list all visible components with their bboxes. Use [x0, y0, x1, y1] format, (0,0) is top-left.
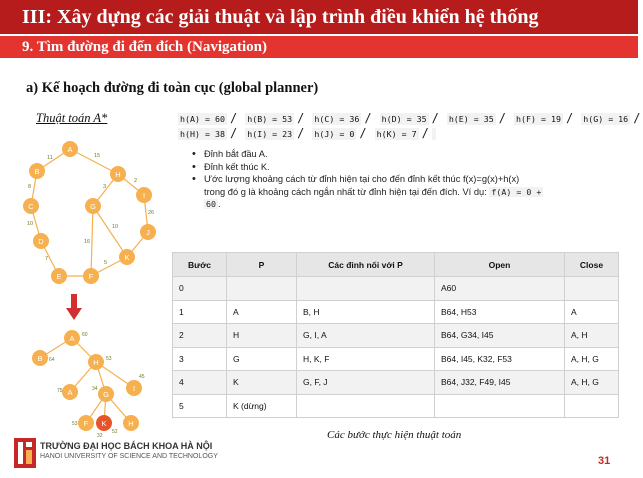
- down-arrow-icon: [66, 294, 82, 320]
- edge-weight: 11: [47, 155, 53, 161]
- graph-node-label: C: [28, 202, 34, 211]
- table-cell: G, F, J: [297, 371, 435, 395]
- graph-node-label: F: [88, 272, 94, 281]
- edge-weight: 10: [27, 221, 34, 227]
- graph-node-label: J: [146, 228, 150, 237]
- tree-value: 52: [112, 429, 118, 435]
- table-header-cell: Close: [565, 253, 619, 277]
- inline-code: f(A) = 0 +: [491, 186, 542, 197]
- edge-weight: 3: [103, 184, 107, 190]
- table-cell: A: [565, 300, 619, 324]
- tree-node-label: I: [132, 384, 136, 393]
- heuristic-value: h(J) = 0: [314, 129, 355, 139]
- graph-node-label: D: [38, 237, 44, 246]
- table-cell: H: [227, 324, 297, 348]
- table-row: [173, 300, 619, 324]
- tree-value: 45: [139, 374, 145, 380]
- table-row: [173, 324, 619, 348]
- tree-node-label: H: [128, 419, 134, 428]
- university-logo-icon: [14, 438, 36, 468]
- table-cell: H, K, F: [297, 347, 435, 371]
- tree-node-label: F: [83, 419, 89, 428]
- edge-weight: 2: [134, 178, 138, 184]
- table-cell: G, I, A: [297, 324, 435, 348]
- heuristic-value: h(D) = 35: [381, 114, 427, 124]
- section-title: a) Kế hoạch đường đi toàn cục (global planner): [26, 80, 319, 96]
- table-cell: 5: [173, 394, 227, 418]
- tree-node-label: A: [69, 334, 75, 343]
- table-row: [173, 347, 619, 371]
- table-row: [173, 277, 619, 301]
- heuristic-value: h(K) = 7: [376, 129, 417, 139]
- tree-value: 53: [72, 421, 78, 427]
- tree-node-label: B: [37, 354, 43, 363]
- table-cell: G: [227, 347, 297, 371]
- table-cell: A, H, G: [565, 347, 619, 371]
- subheader-title: 9. Tìm đường đi đến đích (Navigation): [22, 39, 267, 55]
- table-header-cell: P: [227, 253, 297, 277]
- table-header-cell: Bước: [173, 253, 227, 277]
- table-header-cell: Open: [435, 253, 565, 277]
- heuristic-value: h(E) = 35: [448, 114, 494, 124]
- table-cell: A, H, G: [565, 371, 619, 395]
- table-cell: 4: [173, 371, 227, 395]
- tree-node-label: H: [93, 358, 99, 367]
- header-bar: [0, 0, 638, 34]
- edge-weight: 8: [28, 184, 32, 190]
- subheader-bar: [0, 36, 638, 58]
- graph-node-label: K: [124, 253, 130, 262]
- table-row: [173, 394, 619, 418]
- edge-weight: 16: [84, 239, 91, 245]
- edge-weight: 26: [148, 210, 155, 216]
- heuristic-value: h(G) = 16: [583, 114, 629, 124]
- university-name-vn: TRƯỜNG ĐẠI HỌC BÁCH KHOA HÀ NỘI: [40, 441, 213, 451]
- table-cell: 1: [173, 300, 227, 324]
- graph-node-label: A: [67, 145, 73, 154]
- search-tree-diagram: [0, 322, 170, 440]
- table-cell: [297, 394, 435, 418]
- tree-value: 53: [106, 356, 112, 362]
- table-cell: 0: [173, 277, 227, 301]
- graph-node-label: I: [142, 191, 146, 200]
- heuristic-value: [432, 128, 436, 140]
- tree-value: 64: [49, 357, 55, 363]
- table-cell: [565, 394, 619, 418]
- heuristics-row-2: h(H) = 38 / h(I) = 23 / h(J) = 0 / h(K) = 7 /: [178, 126, 436, 140]
- edge-weight: 5: [104, 260, 108, 266]
- table-caption: Các bước thực hiện thuật toán: [327, 429, 462, 441]
- steps-table: [172, 252, 619, 418]
- graph-node-label: E: [56, 272, 62, 281]
- table-cell: [435, 394, 565, 418]
- university-name-en: HANOI UNIVERSITY OF SCIENCE AND TECHNOLOGY: [40, 453, 218, 460]
- table-cell: 2: [173, 324, 227, 348]
- heuristic-value: h(C) = 36: [314, 114, 360, 124]
- table-cell: K: [227, 371, 297, 395]
- heuristic-value: h(H) = 38: [180, 129, 225, 139]
- tree-value: 75: [57, 388, 63, 394]
- table-cell: A, H: [565, 324, 619, 348]
- header-title: III: Xây dựng các giải thuật và lập trình điều khiển hệ thống: [22, 6, 539, 28]
- table-header-row: [173, 253, 619, 277]
- table-cell: 3: [173, 347, 227, 371]
- bullet-item: • Đỉnh kết thúc K.: [190, 161, 630, 174]
- heuristic-value: h(B) = 53: [247, 114, 293, 124]
- bullet-item: • Đỉnh bắt đầu A.: [190, 148, 630, 161]
- tree-value: 34: [92, 386, 98, 392]
- edge-weight: 15: [94, 153, 101, 159]
- table-cell: [227, 277, 297, 301]
- algorithm-label: Thuật toán A*: [36, 111, 108, 125]
- tree-node-label: K: [101, 419, 107, 428]
- table-cell: [565, 277, 619, 301]
- table-cell: A60: [435, 277, 565, 301]
- table-cell: B64, H53: [435, 300, 565, 324]
- graph-node-label: H: [115, 170, 121, 179]
- tree-value: 60: [82, 332, 88, 338]
- edge-weight: 10: [112, 224, 119, 230]
- tree-value: 32: [97, 433, 103, 439]
- heuristic-value: h(I) = 23: [247, 129, 293, 139]
- bullet-list: [190, 148, 630, 211]
- heuristic-value: h(A) = 60: [180, 114, 225, 124]
- graph-node-label: B: [34, 167, 40, 176]
- table-cell: B64, G34, I45: [435, 324, 565, 348]
- table-header-cell: Các đỉnh nối với P: [297, 253, 435, 277]
- table-cell: [297, 277, 435, 301]
- table-row: [173, 371, 619, 395]
- heuristics-row-1: h(A) = 60 / h(B) = 53 / h(C) = 36 / h(D) = 35 / h(E) = 35 / h(F) = 19 / h(G) = 16 /: [180, 111, 641, 125]
- table-cell: K (dừng): [227, 394, 297, 418]
- edge-weight: 7: [45, 256, 49, 262]
- table-cell: B64, I45, K32, F53: [435, 347, 565, 371]
- page-number: 31: [598, 455, 611, 467]
- tree-node-label: G: [103, 390, 109, 399]
- inline-code: 60: [206, 199, 216, 209]
- tree-node-label: A: [67, 388, 73, 397]
- bullet-item: • Ước lượng khoảng cách từ đỉnh hiện tại cho đến đỉnh kết thúc f(x)=g(x)+h(x) trong đó g là khoảng cách ngắn nhất từ đỉnh hiện tại đến đích. Ví dụ: f(A) = 0 + 60 .: [190, 173, 630, 211]
- table-cell: A: [227, 300, 297, 324]
- table-cell: B, H: [297, 300, 435, 324]
- graph-diagram: [0, 130, 170, 290]
- heuristic-value: h(F) = 19: [516, 114, 561, 124]
- graph-node-label: G: [90, 202, 96, 211]
- table-cell: B64, J32, F49, I45: [435, 371, 565, 395]
